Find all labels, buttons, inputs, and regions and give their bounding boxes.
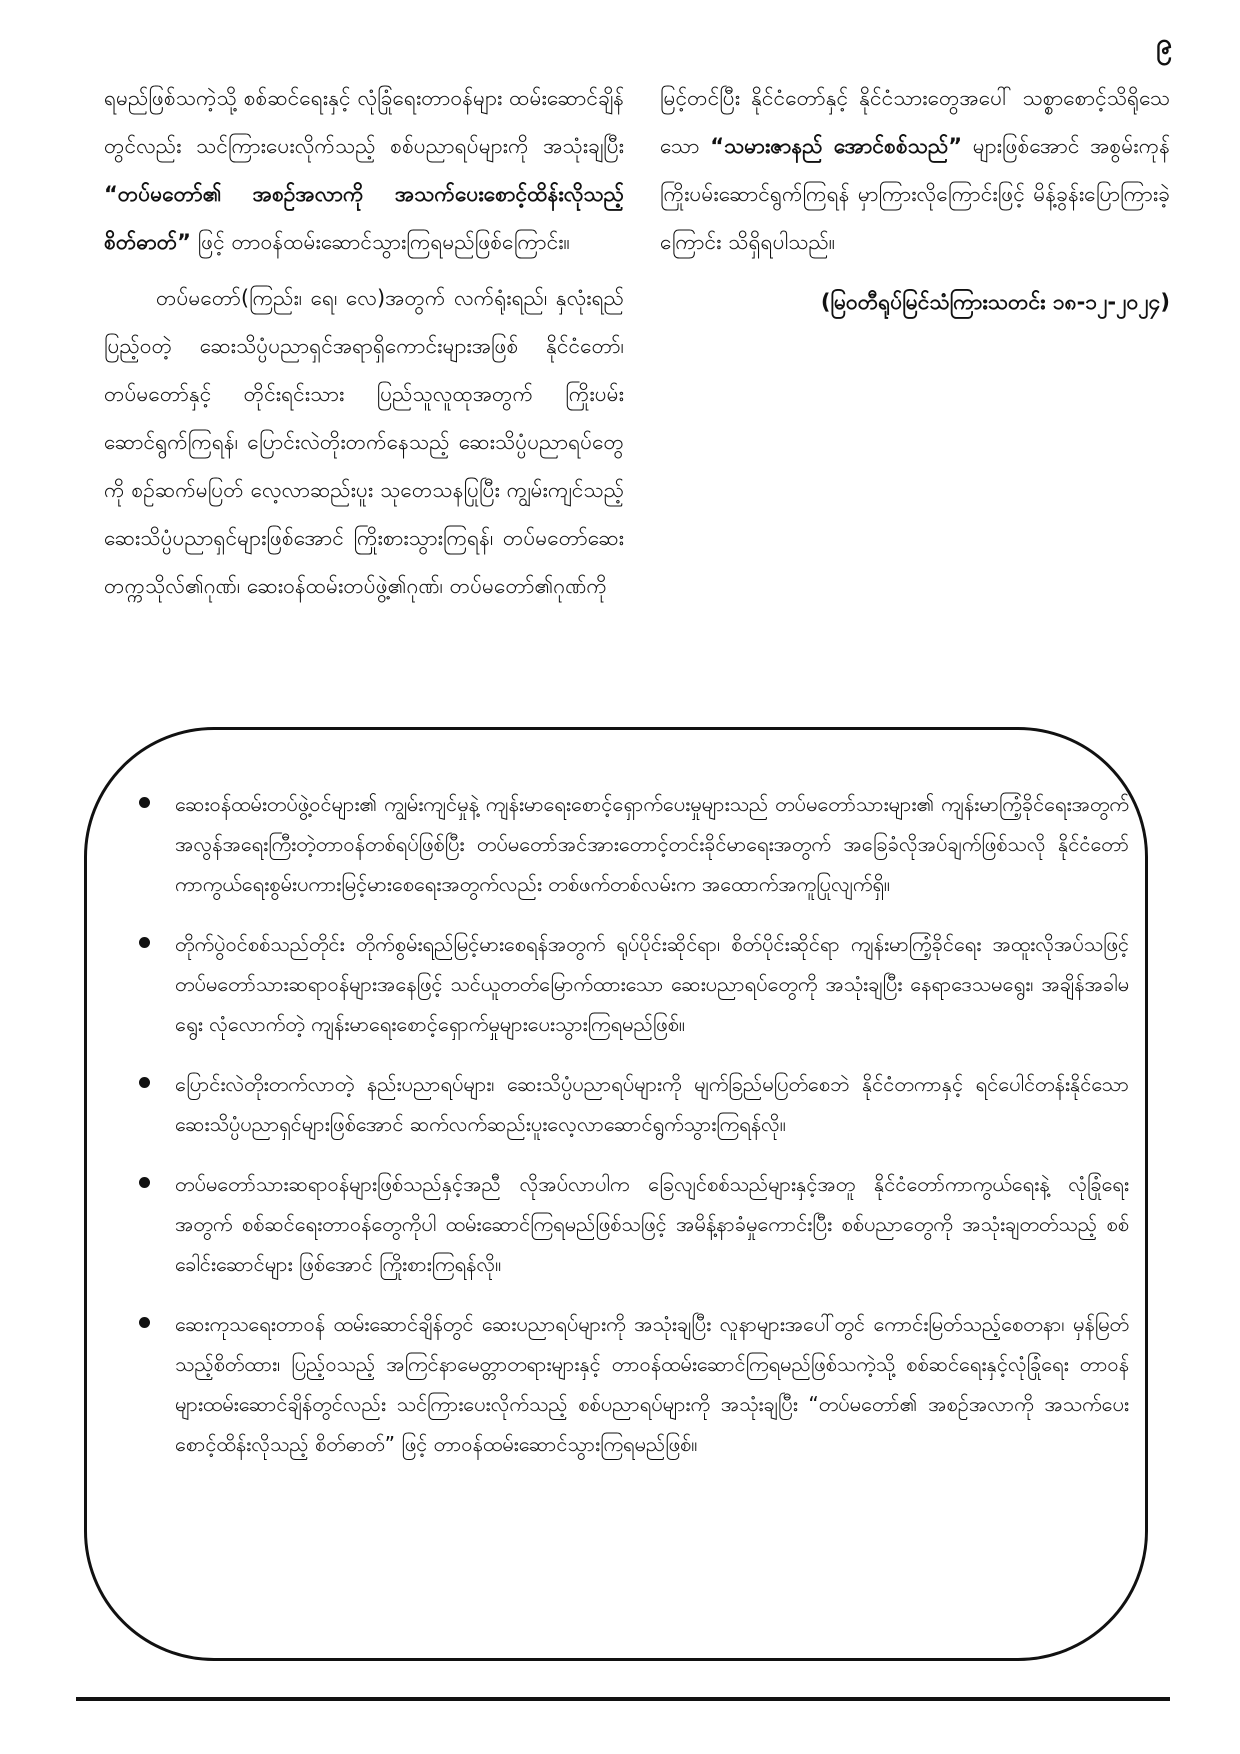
bullet-icon bbox=[139, 1077, 150, 1088]
summary-bullet-text: ပြောင်းလဲတိုးတက်လာတဲ့ နည်းပညာရပ်များ၊ ဆေးသိပ္ပံပညာရပ်များကို မျက်ခြည်မပြတ်စေဘဲ နိုင်ငံတကာနှင့် ရင်ပေါင်တန်းနိုင်သော ဆေးသိပ္ပံပညာရှင်များဖြစ်အောင် ဆက်လက်ဆည်းပူးလေ့လာဆောင်ရွက်သွားကြရန်လို။ bbox=[175, 1072, 1129, 1136]
footer-divider bbox=[76, 1697, 1170, 1701]
left-paragraph-1 bbox=[104, 74, 624, 266]
left-column bbox=[104, 74, 624, 610]
right-column bbox=[660, 74, 1170, 326]
right-paragraph-text-a: မြင့်တင်ပြီး နိုင်ငံတော်နှင့် နိုင်ငံသားတွေအပေါ် သစ္စာစောင့်သိရိုသေသော bbox=[660, 86, 1170, 158]
summary-bullet-text: တပ်မတော်သားဆရာဝန်များဖြစ်သည်နှင့်အညီ လိုအပ်လာပါက ခြေလျင်စစ်သည်များနှင့်အတူ နိုင်ငံတော်ကာကွယ်ရေးနဲ့ လုံခြုံရေးအတွက် စစ်ဆင်ရေးတာဝန်တွေကိုပါ ထမ်းဆောင်ကြရမည်ဖြစ်သဖြင့် အမိန့်နာခံမှုကောင်းပြီး စစ်ပညာတွေကို အသုံးချတတ်သည့် စစ်ခေါင်းဆောင်များ ဖြစ်အောင် ကြိုးစားကြရန်လို။ bbox=[175, 1172, 1129, 1276]
summary-bullet-text: ဆေးကုသရေးတာဝန် ထမ်းဆောင်ချိန်တွင် ဆေးပညာရပ်များကို အသုံးချပြီး လူနာများအပေါ်တွင် ကောင်းမြတ်သည့်စေတနာ၊ မှန်မြတ်သည့်စိတ်ထား၊ ပြည့်ဝသည့် အကြင်နာမေတ္တာတရားများနှင့် တာဝန်ထမ်းဆောင်ကြရမည်ဖြစ်သကဲ့သို့ စစ်ဆင်ရေးနှင့်လုံခြုံရေး တာဝန်များထမ်းဆောင်ချိန်တွင်လည်း သင်ကြားပေးလိုက်သည့် စစ်ပညာရပ်များကို အသုံးချပြီး “တပ်မတော်၏ အစဉ်အလာကို အသက်ပေးစောင့်ထိန်းလိုသည့် စိတ်ဓာတ်” ဖြင့် တာဝန်ထမ်းဆောင်သွားကြရမည်ဖြစ်။ bbox=[175, 1312, 1129, 1456]
summary-box bbox=[84, 727, 1148, 1661]
bullet-icon bbox=[139, 1177, 150, 1188]
summary-bullet-item bbox=[139, 1164, 1129, 1284]
source-citation: (မြဝတီရုပ်မြင်သံကြားသတင်း ၁၈-၁၂-၂၀၂၄) bbox=[820, 290, 1170, 314]
right-paragraph-text-b: များဖြစ်အောင် အစွမ်းကုန်ကြိုးပမ်းဆောင်ရွက်ကြရန် မှာကြားလိုကြောင်းဖြင့် မိန့်ခွန်းပြောကြားခဲ့ကြောင်း သိရှိရပါသည်။ bbox=[660, 134, 1170, 254]
summary-bullet-text: ဆေးဝန်ထမ်းတပ်ဖွဲ့ဝင်များ၏ ကျွမ်းကျင်မှုနဲ့ ကျန်းမာရေးစောင့်ရှောက်ပေးမှုများသည် တပ်မတော်သားများ၏ ကျန်းမာကြံ့ခိုင်ရေးအတွက် အလွန်အရေးကြီးတဲ့တာဝန်တစ်ရပ်ဖြစ်ပြီး တပ်မတော်အင်အားတောင့်တင်းခိုင်မာရေးအတွက် အခြေခံလိုအပ်ချက်ဖြစ်သလို နိုင်ငံတော်ကာကွယ်ရေးစွမ်းပကားမြင့်မားစေရေးအတွက်လည်း တစ်ဖက်တစ်လမ်းက အထောက်အကူပြုလျက်ရှိ။ bbox=[175, 792, 1129, 896]
summary-bullet-item bbox=[139, 924, 1129, 1044]
left-paragraph-1-text-a: ရမည်ဖြစ်သကဲ့သို့ စစ်ဆင်ရေးနှင့် လုံခြုံရေးတာဝန်များ ထမ်းဆောင်ချိန်တွင်လည်း သင်ကြားပေးလိုက်သည့် စစ်ပညာရပ်များကို အသုံးချပြီး bbox=[104, 86, 624, 158]
summary-bullet-list bbox=[139, 784, 1129, 1484]
right-paragraph bbox=[660, 74, 1170, 266]
summary-bullet-item bbox=[139, 1064, 1129, 1144]
page-number: ၉ bbox=[1156, 27, 1172, 60]
summary-bullet-item bbox=[139, 1304, 1129, 1464]
left-paragraph-2: တပ်မတော်(ကြည်း၊ ရေ၊ လေ)အတွက် လက်ရုံးရည်၊ နှလုံးရည်ပြည့်ဝတဲ့ ဆေးသိပ္ပံပညာရှင်အရာရှိကောင်းများအဖြစ် နိုင်ငံတော်၊ တပ်မတော်နှင့် တိုင်းရင်းသား ပြည်သူလူထုအတွက် ကြိုးပမ်းဆောင်ရွက်ကြရန်၊ ပြောင်းလဲတိုးတက်နေသည့် ဆေးသိပ္ပံပညာရပ်တွေကို စဉ်ဆက်မပြတ် လေ့လာဆည်းပူး သုတေသနပြုပြီး ကျွမ်းကျင်သည့် ဆေးသိပ္ပံပညာရှင်များဖြစ်အောင် ကြိုးစားသွားကြရန်၊ တပ်မတော်ဆေးတက္ကသိုလ်၏ဂုဏ်၊ ဆေးဝန်ထမ်းတပ်ဖွဲ့၏ဂုဏ်၊ တပ်မတော်၏ဂုဏ်ကို bbox=[104, 286, 624, 598]
summary-bullet-item bbox=[139, 784, 1129, 904]
right-paragraph-quote: “သမားဇာနည် အောင်စစ်သည်” bbox=[710, 134, 963, 158]
bullet-icon bbox=[139, 797, 150, 808]
summary-bullet-text: တိုက်ပွဲဝင်စစ်သည်တိုင်း တိုက်စွမ်းရည်မြင့်မားစေရန်အတွက် ရုပ်ပိုင်းဆိုင်ရာ၊ စိတ်ပိုင်းဆိုင်ရာ ကျန်းမာကြံ့ခိုင်ရေး အထူးလိုအပ်သဖြင့် တပ်မတော်သားဆရာဝန်များအနေဖြင့် သင်ယူတတ်မြောက်ထားသော ဆေးပညာရပ်တွေကို အသုံးချပြီး နေရာဒေသမရွေး၊ အချိန်အခါမရွေး လုံလောက်တဲ့ ကျန်းမာရေးစောင့်ရှောက်မှုများပေးသွားကြရမည်ဖြစ်။ bbox=[175, 932, 1129, 1036]
left-paragraph-1-quote: “တပ်မတော်၏ အစဉ်အလာကို အသက်ပေးစောင့်ထိန်းလိုသည့်စိတ်ဓာတ်” bbox=[104, 182, 624, 254]
bullet-icon bbox=[139, 937, 150, 948]
left-paragraph-1-text-b: ဖြင့် တာဝန်ထမ်းဆောင်သွားကြရမည်ဖြစ်ကြောင်း။ bbox=[190, 230, 570, 254]
bullet-icon bbox=[139, 1317, 150, 1328]
